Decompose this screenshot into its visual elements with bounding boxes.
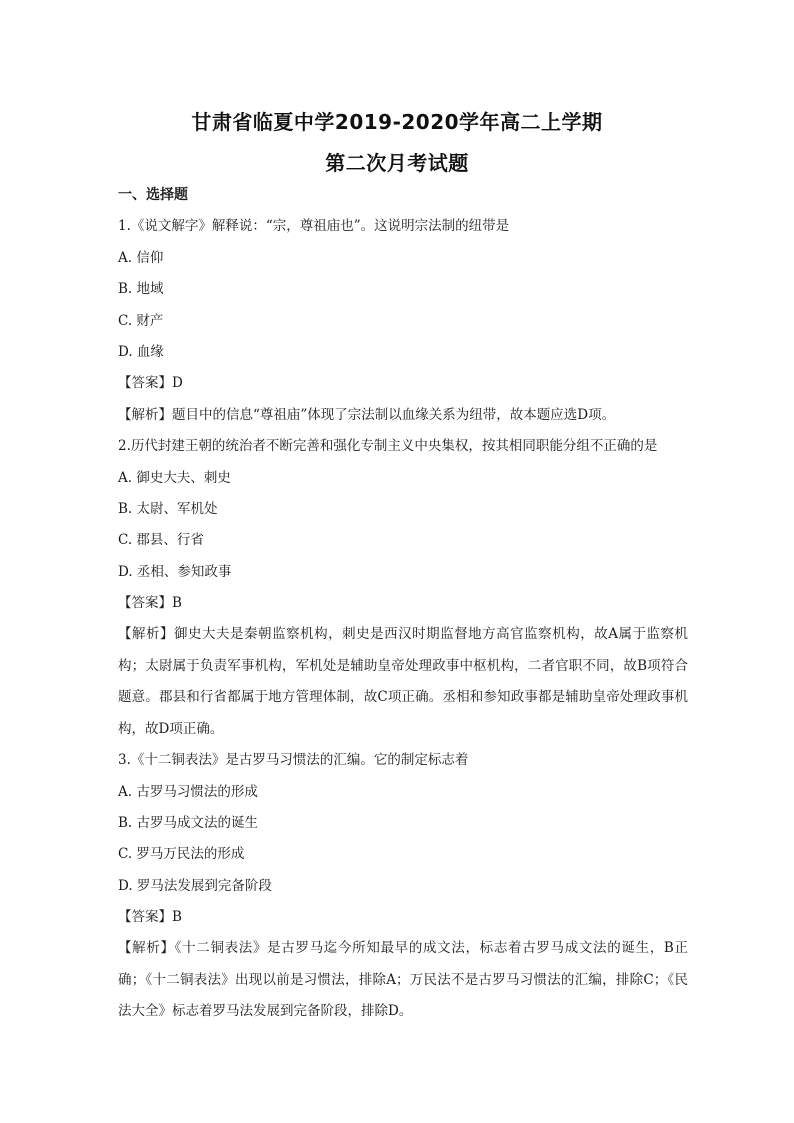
- option-b: B. 地域: [118, 281, 164, 298]
- option-a: A. 古罗马习惯法的形成: [118, 783, 258, 800]
- answer: 【答案】D: [118, 375, 183, 392]
- answer: 【答案】B: [118, 595, 182, 612]
- page-title: 甘肃省临夏中学2019-2020学年高二上学期: [191, 110, 603, 134]
- question-stem: 2.历代封建王朝的统治者不断完善和强化专制主义中央集权，按其相同职能分组不正确的是: [118, 438, 658, 455]
- analysis: 【解析】《十二铜表法》是古罗马迄今所知最早的成文法，标志着古罗马成文法的诞生，B正确；《十二铜表法》出现以前是习惯法，排除A；万民法不是古罗马习惯法的汇编，排除C；《民法大全》标志着罗马法发展到完备阶段，排除D。: [118, 940, 688, 1020]
- analysis: 【解析】御史大夫是秦朝监察机构，刺史是西汉时期监督地方高官监察机构，故A属于监察机构；太尉属于负责军事机构，军机处是辅助皇帝处理政事中枢机构，二者官职不同，故B项符合题意。郡县和行省都属于地方管理体制，故C项正确。丞相和参知政事都是辅助皇帝处理政事机构，故D项正确。: [118, 626, 688, 737]
- option-a: A. 信仰: [118, 249, 164, 266]
- question-2: [118, 431, 688, 745]
- option-d: D. 丞相、参知政事: [118, 563, 232, 580]
- option-d: D. 罗马法发展到完备阶段: [118, 877, 272, 894]
- option-c: C. 财产: [118, 312, 164, 329]
- page-subtitle: 第二次月考试题: [325, 151, 469, 175]
- option-b: B. 太尉、军机处: [118, 500, 218, 517]
- option-a: A. 御史大夫、刺史: [118, 469, 231, 486]
- option-b: B. 古罗马成文法的诞生: [118, 814, 259, 831]
- question-1: [118, 211, 688, 431]
- question-3: [118, 745, 688, 1028]
- option-c: C. 郡县、行省: [118, 532, 204, 549]
- option-d: D. 血缘: [118, 343, 164, 360]
- analysis: 【解析】题目中的信息“尊祖庙”体现了宗法制以血缘关系为纽带，故本题应选D项。: [118, 406, 616, 423]
- option-c: C. 罗马万民法的形成: [118, 846, 245, 863]
- question-stem: 1.《说文解字》解释说：“宗，尊祖庙也”。这说明宗法制的纽带是: [118, 218, 510, 235]
- answer: 【答案】B: [118, 909, 182, 926]
- exam-content: [118, 180, 688, 1028]
- section-title: 一、选择题: [118, 187, 188, 203]
- question-stem: 3.《十二铜表法》是古罗马习惯法的汇编。它的制定标志着: [118, 752, 469, 769]
